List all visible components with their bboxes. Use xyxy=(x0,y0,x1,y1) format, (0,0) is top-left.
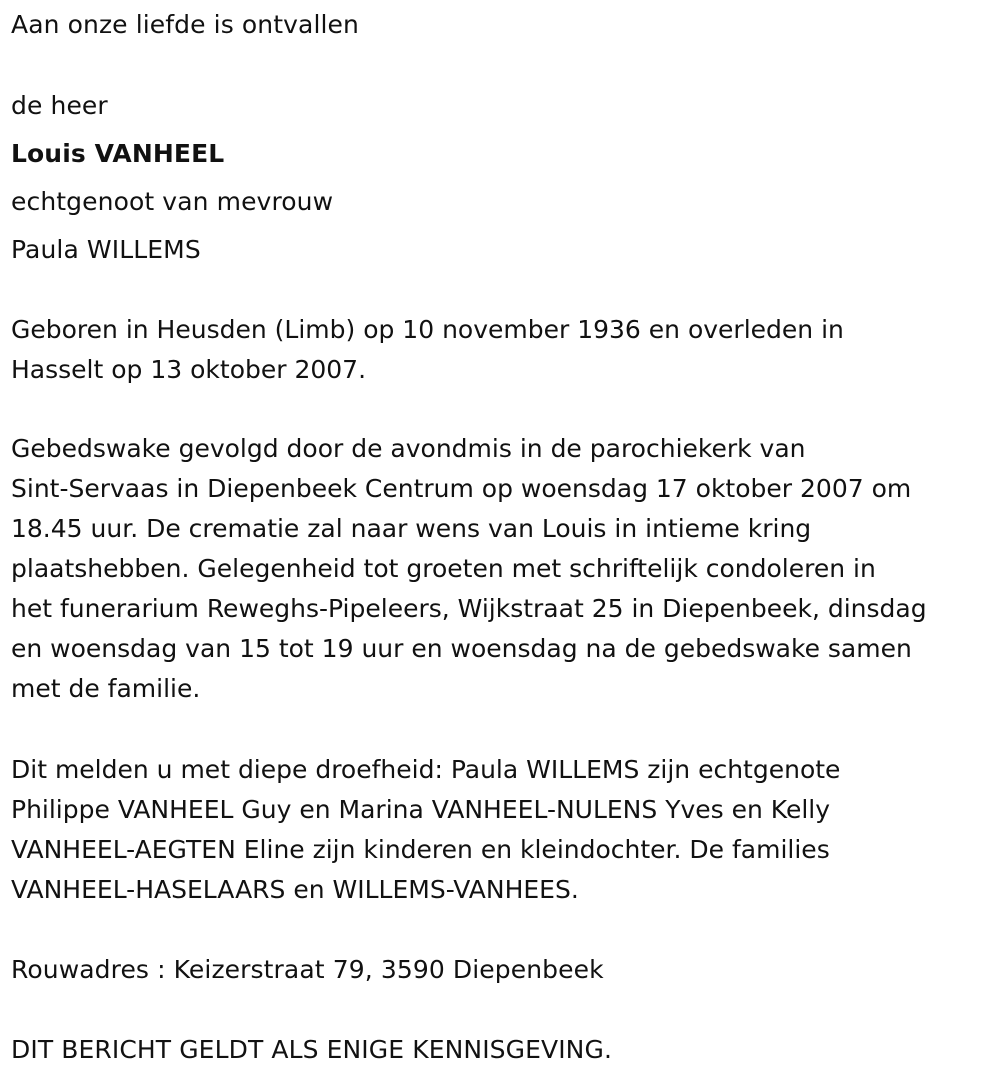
ceremony-line: het funerarium Reweghs-Pipeleers, Wijkstraat 25 in Diepenbeek, dinsdag xyxy=(11,594,927,623)
family-line: Dit melden u met diepe droefheid: Paula WILLEMS zijn echtgenote xyxy=(11,755,841,784)
family-paragraph xyxy=(11,750,986,910)
ceremony-line: Gebedswake gevolgd door de avondmis in de parochiekerk van xyxy=(11,434,806,463)
spouse-name: Paula WILLEMS xyxy=(11,235,201,264)
ceremony-line: 18.45 uur. De crematie zal naar wens van Louis in intieme kring xyxy=(11,514,812,543)
intro-text: Aan onze liefde is ontvallen xyxy=(11,10,359,39)
family-line: VANHEEL-HASELAARS en WILLEMS-VANHEES. xyxy=(11,875,579,904)
ceremony-line: Sint-Servaas in Diepenbeek Centrum op woensdag 17 oktober 2007 om xyxy=(11,474,912,503)
mourning-address: Rouwadres : Keizerstraat 79, 3590 Diepenbeek xyxy=(11,955,604,984)
spouse-label: echtgenoot van mevrouw xyxy=(11,187,334,216)
ceremony-line: en woensdag van 15 tot 19 uur en woensdag na de gebedswake samen xyxy=(11,634,912,663)
deceased-name: Louis VANHEEL xyxy=(11,139,225,168)
birth-death-line: Geboren in Heusden (Limb) op 10 november 1936 en overleden in xyxy=(11,315,844,344)
closing-statement: DIT BERICHT GELDT ALS ENIGE KENNISGEVING. xyxy=(11,1035,612,1064)
ceremony-line: plaatshebben. Gelegenheid tot groeten met schriftelijk condoleren in xyxy=(11,554,876,583)
honorific: de heer xyxy=(11,91,108,120)
birth-death-paragraph xyxy=(11,310,986,390)
ceremony-line: met de familie. xyxy=(11,674,201,703)
ceremony-paragraph xyxy=(11,429,986,709)
birth-death-line: Hasselt op 13 oktober 2007. xyxy=(11,355,367,384)
family-line: Philippe VANHEEL Guy en Marina VANHEEL-NULENS Yves en Kelly xyxy=(11,795,831,824)
family-line: VANHEEL-AEGTEN Eline zijn kinderen en kleindochter. De families xyxy=(11,835,830,864)
